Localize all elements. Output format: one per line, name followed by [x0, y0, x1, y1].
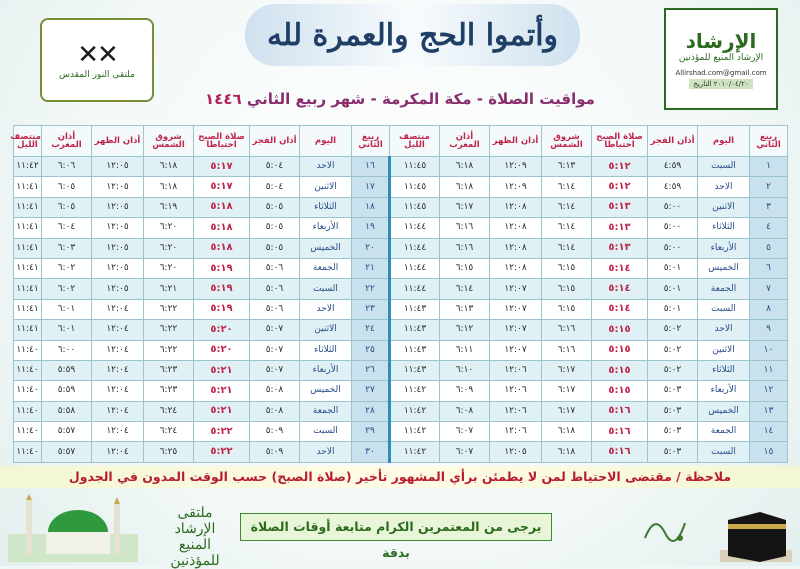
appeal-banner: يرجى من المعتمرين الكرام متابعة أوقات الصلاة بدقة: [240, 513, 552, 541]
day-number-cell: ٢٤: [352, 320, 390, 340]
fajr-cell: ٥:٠٨: [250, 381, 300, 401]
day-number-cell: ٣٠: [352, 442, 390, 463]
subh-cell: ٥:٢٢: [194, 422, 250, 442]
dhuhr-cell: ١٢:٠٤: [92, 340, 144, 360]
dhuhr-cell: ١٢:٠٩: [490, 157, 542, 177]
day-name-cell: الأربعاء: [300, 218, 352, 238]
maghrib-cell: ٥:٥٩: [42, 360, 92, 380]
kaaba-image: [720, 500, 792, 562]
dhuhr-cell: ١٢:٠٥: [92, 218, 144, 238]
shuruq-cell: ٦:٢٤: [144, 401, 194, 421]
day-name-cell: الاحد: [698, 320, 750, 340]
shuruq-cell: ٦:١٤: [542, 238, 592, 258]
day-name-cell: الجمعة: [300, 401, 352, 421]
day-number-cell: ١٤: [750, 422, 788, 442]
dhuhr-cell: ١٢:٠٦: [490, 381, 542, 401]
logo-left-caption: ملتقى النور المقدس: [59, 70, 135, 80]
subh-cell: ٥:١٨: [194, 218, 250, 238]
midnight-cell: ١١:٤١: [14, 197, 42, 217]
midnight-cell: ١١:٤٢: [390, 422, 440, 442]
day-name-cell: الثلاثاء: [300, 340, 352, 360]
dhuhr-cell: ١٢:٠٨: [490, 218, 542, 238]
day-name-cell: الاحد: [300, 157, 352, 177]
header-maghrib: أذان المغرب: [440, 126, 490, 157]
logo-mark: ✕✕: [77, 40, 117, 70]
day-name-cell: الثلاثاء: [698, 218, 750, 238]
subh-cell: ٥:١٨: [194, 238, 250, 258]
midnight-cell: ١١:٤٢: [14, 157, 42, 177]
subh-cell: ٥:١٣: [592, 197, 648, 217]
maghrib-cell: ٦:٠١: [42, 320, 92, 340]
subh-cell: ٥:٢١: [194, 381, 250, 401]
subh-cell: ٥:٢١: [194, 401, 250, 421]
shuruq-cell: ٦:١٧: [542, 401, 592, 421]
shuruq-cell: ٦:١٨: [144, 157, 194, 177]
subh-cell: ٥:١٦: [592, 401, 648, 421]
day-number-cell: ٦: [750, 258, 788, 278]
maghrib-cell: ٦:١٨: [440, 177, 490, 197]
midnight-cell: ١١:٤٠: [14, 422, 42, 442]
dhuhr-cell: ١٢:٠٦: [490, 422, 542, 442]
decorative-calligraphy-icon: [640, 508, 690, 548]
subh-cell: ٥:١٩: [194, 299, 250, 319]
maghrib-cell: ٦:١٣: [440, 299, 490, 319]
maghrib-cell: ٦:٠٢: [42, 279, 92, 299]
subh-cell: ٥:١٥: [592, 340, 648, 360]
day-number-cell: ٩: [750, 320, 788, 340]
shuruq-cell: ٦:١٨: [144, 177, 194, 197]
table-row: [14, 218, 788, 238]
fajr-cell: ٥:٠٩: [250, 422, 300, 442]
subh-cell: ٥:١٢: [592, 177, 648, 197]
shuruq-cell: ٦:١٨: [542, 442, 592, 463]
shuruq-cell: ٦:٢٥: [144, 442, 194, 463]
subh-cell: ٥:٢١: [194, 360, 250, 380]
day-name-cell: الخميس: [300, 381, 352, 401]
table-row: [14, 340, 788, 360]
header-fajr: أذان الفجر: [648, 126, 698, 157]
day-name-cell: الثلاثاء: [300, 197, 352, 217]
day-number-cell: ١٠: [750, 340, 788, 360]
fajr-cell: ٥:٠٢: [648, 360, 698, 380]
dhuhr-cell: ١٢:٠٤: [92, 442, 144, 463]
midnight-cell: ١١:٤٢: [390, 442, 440, 463]
maghrib-cell: ٦:٠٢: [42, 258, 92, 278]
table-row: [14, 381, 788, 401]
maghrib-cell: ٦:١٢: [440, 320, 490, 340]
midnight-cell: ١١:٤٣: [390, 340, 440, 360]
subh-cell: ٥:١٣: [592, 218, 648, 238]
dhuhr-cell: ١٢:٠٥: [92, 177, 144, 197]
dhuhr-cell: ١٢:٠٥: [92, 157, 144, 177]
table-row: [14, 401, 788, 421]
fajr-cell: ٥:٠٣: [648, 401, 698, 421]
fajr-cell: ٥:٠١: [648, 299, 698, 319]
fajr-cell: ٥:٠٩: [250, 442, 300, 463]
day-number-cell: ٤: [750, 218, 788, 238]
fajr-cell: ٥:٠٠: [648, 197, 698, 217]
table-row: [14, 299, 788, 319]
dhuhr-cell: ١٢:٠٥: [92, 197, 144, 217]
shuruq-cell: ٦:١٧: [542, 360, 592, 380]
day-name-cell: الجمعة: [698, 422, 750, 442]
ministry-logo-left: [40, 18, 154, 102]
header-midnight: منتصف الليل: [390, 126, 440, 157]
day-name-cell: الأربعاء: [698, 381, 750, 401]
quran-verse-banner: وأتموا الحج والعمرة لله: [245, 4, 580, 66]
maghrib-cell: ٥:٥٩: [42, 381, 92, 401]
midnight-cell: ١١:٤١: [14, 320, 42, 340]
fajr-cell: ٥:٠٤: [250, 157, 300, 177]
day-number-cell: ١٩: [352, 218, 390, 238]
fajr-cell: ٥:٠٢: [648, 340, 698, 360]
day-number-cell: ١١: [750, 360, 788, 380]
dhuhr-cell: ١٢:٠٧: [490, 299, 542, 319]
shuruq-cell: ٦:٢٢: [144, 340, 194, 360]
subh-cell: ٥:١٩: [194, 258, 250, 278]
title-text: مواقيت الصلاة - مكة المكرمة - شهر ربيع الثاني: [246, 90, 595, 108]
shuruq-cell: ٦:١٨: [542, 422, 592, 442]
subh-cell: ٥:١٢: [592, 157, 648, 177]
header-subh: صلاة الصبح احتياطا: [194, 126, 250, 157]
shuruq-cell: ٦:٢١: [144, 279, 194, 299]
day-name-cell: الاحد: [698, 177, 750, 197]
table-header-row: [14, 126, 788, 157]
dhuhr-cell: ١٢:٠٧: [490, 320, 542, 340]
dhuhr-cell: ١٢:٠٤: [92, 299, 144, 319]
maghrib-cell: ٦:٠٥: [42, 177, 92, 197]
maghrib-cell: ٥:٥٧: [42, 422, 92, 442]
maghrib-cell: ٦:٠٠: [42, 340, 92, 360]
dhuhr-cell: ١٢:٠٥: [490, 442, 542, 463]
fajr-cell: ٥:٠١: [648, 279, 698, 299]
fajr-cell: ٥:٠٣: [648, 442, 698, 463]
day-name-cell: الخميس: [698, 401, 750, 421]
header-day: اليوم: [300, 126, 352, 157]
day-name-cell: السبت: [300, 279, 352, 299]
subh-cell: ٥:٢٢: [194, 442, 250, 463]
table-row: [14, 177, 788, 197]
day-number-cell: ٥: [750, 238, 788, 258]
maghrib-cell: ٦:٠٥: [42, 197, 92, 217]
contact-email: Allirshad.com@gmail.com: [675, 69, 767, 77]
prayer-times-table: [10, 125, 788, 463]
maghrib-cell: ٦:١٨: [440, 157, 490, 177]
day-name-cell: الاثنين: [300, 320, 352, 340]
header-shuruq: شروق الشمس: [144, 126, 194, 157]
subh-cell: ٥:١٥: [592, 360, 648, 380]
shuruq-cell: ٦:٢٠: [144, 218, 194, 238]
dhuhr-cell: ١٢:٠٨: [490, 238, 542, 258]
day-name-cell: الاثنين: [300, 177, 352, 197]
day-number-cell: ١: [750, 157, 788, 177]
shuruq-cell: ٦:١٩: [144, 197, 194, 217]
midnight-cell: ١١:٤٤: [390, 279, 440, 299]
dhuhr-cell: ١٢:٠٧: [490, 279, 542, 299]
subh-cell: ٥:١٣: [592, 238, 648, 258]
midnight-cell: ١١:٤٣: [390, 320, 440, 340]
table-row: [14, 360, 788, 380]
shuruq-cell: ٦:٢٣: [144, 360, 194, 380]
dhuhr-cell: ١٢:٠٤: [92, 320, 144, 340]
subh-cell: ٥:١٨: [194, 197, 250, 217]
dhuhr-cell: ١٢:٠٩: [490, 177, 542, 197]
dhuhr-cell: ١٢:٠٧: [490, 340, 542, 360]
header-subh: صلاة الصبح احتياطا: [592, 126, 648, 157]
day-name-cell: الجمعة: [698, 279, 750, 299]
day-number-cell: ٢: [750, 177, 788, 197]
day-name-cell: الخميس: [698, 258, 750, 278]
fajr-cell: ٥:٠٥: [250, 218, 300, 238]
fajr-cell: ٥:٠٧: [250, 320, 300, 340]
dhuhr-cell: ١٢:٠٥: [92, 238, 144, 258]
midnight-cell: ١١:٤١: [14, 238, 42, 258]
table-row: [14, 157, 788, 177]
maghrib-cell: ٦:١٦: [440, 238, 490, 258]
footer-calligraphy: ملتقى الإرشاد المنيع للمؤذنين: [170, 505, 220, 569]
midnight-cell: ١١:٤٤: [390, 258, 440, 278]
dhuhr-cell: ١٢:٠٤: [92, 360, 144, 380]
midnight-cell: ١١:٤٠: [14, 360, 42, 380]
day-number-cell: ١٧: [352, 177, 390, 197]
fajr-cell: ٤:٥٩: [648, 177, 698, 197]
shuruq-cell: ٦:١٦: [542, 320, 592, 340]
maghrib-cell: ٦:٠٩: [440, 381, 490, 401]
fajr-cell: ٥:٠١: [648, 258, 698, 278]
midnight-cell: ١١:٤٠: [14, 340, 42, 360]
header-day-num: ربيع الثاني: [750, 126, 788, 157]
day-name-cell: السبت: [698, 157, 750, 177]
day-number-cell: ٢٦: [352, 360, 390, 380]
dhuhr-cell: ١٢:٠٦: [490, 360, 542, 380]
fajr-cell: ٥:٠٦: [250, 299, 300, 319]
dhuhr-cell: ١٢:٠٨: [490, 258, 542, 278]
subh-cell: ٥:١٦: [592, 422, 648, 442]
subh-cell: ٥:١٤: [592, 299, 648, 319]
header-day-num: ربيع الثاني: [352, 126, 390, 157]
day-name-cell: الثلاثاء: [698, 360, 750, 380]
day-name-cell: الخميس: [300, 238, 352, 258]
issue-date: ٢٠١٠/٠٤/٢٠ التاريخ: [689, 79, 752, 89]
fajr-cell: ٥:٠٥: [250, 197, 300, 217]
fajr-cell: ٥:٠٤: [250, 177, 300, 197]
shuruq-cell: ٦:٢٣: [144, 381, 194, 401]
midnight-cell: ١١:٤٠: [14, 401, 42, 421]
midnight-cell: ١١:٤٤: [390, 238, 440, 258]
day-number-cell: ٣: [750, 197, 788, 217]
shuruq-cell: ٦:٢٢: [144, 299, 194, 319]
maghrib-cell: ٦:١٠: [440, 360, 490, 380]
subh-cell: ٥:١٤: [592, 258, 648, 278]
midnight-cell: ١١:٤٢: [390, 381, 440, 401]
table-row: [14, 442, 788, 463]
midnight-cell: ١١:٤١: [14, 218, 42, 238]
day-number-cell: ٢٠: [352, 238, 390, 258]
logo-right-title: الإرشاد: [685, 29, 757, 53]
day-number-cell: ١٥: [750, 442, 788, 463]
day-number-cell: ٢٥: [352, 340, 390, 360]
dhuhr-cell: ١٢:٠٤: [92, 381, 144, 401]
subh-cell: ٥:٢٠: [194, 320, 250, 340]
table-row: [14, 422, 788, 442]
day-number-cell: ٢١: [352, 258, 390, 278]
subh-cell: ٥:١٥: [592, 320, 648, 340]
subh-cell: ٥:٢٠: [194, 340, 250, 360]
table-body: [14, 157, 788, 463]
maghrib-cell: ٦:١٤: [440, 279, 490, 299]
subh-cell: ٥:١٩: [194, 279, 250, 299]
maghrib-cell: ٦:٠٨: [440, 401, 490, 421]
shuruq-cell: ٦:٢٠: [144, 258, 194, 278]
fajr-cell: ٥:٠٥: [250, 238, 300, 258]
midnight-cell: ١١:٤٣: [390, 299, 440, 319]
day-number-cell: ١٢: [750, 381, 788, 401]
day-number-cell: ٢٨: [352, 401, 390, 421]
subh-cell: ٥:١٦: [592, 442, 648, 463]
header-maghrib: أذان المغرب: [42, 126, 92, 157]
subh-cell: ٥:١٧: [194, 157, 250, 177]
shuruq-cell: ٦:١٤: [542, 197, 592, 217]
fajr-cell: ٥:٠٧: [250, 340, 300, 360]
day-number-cell: ٢٢: [352, 279, 390, 299]
day-number-cell: ١٣: [750, 401, 788, 421]
table-row: [14, 258, 788, 278]
day-number-cell: ٢٧: [352, 381, 390, 401]
midnight-cell: ١١:٤٤: [390, 218, 440, 238]
table-row: [14, 279, 788, 299]
maghrib-cell: ٦:١٥: [440, 258, 490, 278]
fajr-cell: ٥:٠٧: [250, 360, 300, 380]
table-row: [14, 238, 788, 258]
logo-right-subtitle: الإرشاد المنيع للمؤذنين: [678, 53, 764, 63]
shuruq-cell: ٦:٢٢: [144, 320, 194, 340]
table-row: [14, 197, 788, 217]
header-dhuhr: أذان الظهر: [490, 126, 542, 157]
fajr-cell: ٥:٠٢: [648, 320, 698, 340]
day-number-cell: ١٦: [352, 157, 390, 177]
day-number-cell: ٢٩: [352, 422, 390, 442]
prophet-mosque-image: [8, 494, 138, 562]
midnight-cell: ١١:٤٥: [390, 157, 440, 177]
maghrib-cell: ٦:١٦: [440, 218, 490, 238]
header-fajr: أذان الفجر: [250, 126, 300, 157]
day-name-cell: الاحد: [300, 299, 352, 319]
day-name-cell: الأربعاء: [300, 360, 352, 380]
dhuhr-cell: ١٢:٠٥: [92, 279, 144, 299]
midnight-cell: ١١:٤١: [14, 299, 42, 319]
day-name-cell: الجمعة: [300, 258, 352, 278]
day-number-cell: ١٨: [352, 197, 390, 217]
day-name-cell: الاثنين: [698, 340, 750, 360]
day-name-cell: السبت: [698, 299, 750, 319]
shuruq-cell: ٦:١٣: [542, 157, 592, 177]
day-number-cell: ٧: [750, 279, 788, 299]
shuruq-cell: ٦:١٦: [542, 340, 592, 360]
page-title: [185, 90, 615, 108]
header-dhuhr: أذان الظهر: [92, 126, 144, 157]
shuruq-cell: ٦:٢٠: [144, 238, 194, 258]
midnight-cell: ١١:٤٠: [14, 381, 42, 401]
dhuhr-cell: ١٢:٠٤: [92, 422, 144, 442]
shuruq-cell: ٦:١٥: [542, 258, 592, 278]
dhuhr-cell: ١٢:٠٦: [490, 401, 542, 421]
midnight-cell: ١١:٤٥: [390, 197, 440, 217]
fajr-cell: ٥:٠٣: [648, 422, 698, 442]
day-name-cell: الاحد: [300, 442, 352, 463]
dhuhr-cell: ١٢:٠٨: [490, 197, 542, 217]
header-day: اليوم: [698, 126, 750, 157]
shuruq-cell: ٦:١٧: [542, 381, 592, 401]
shuruq-cell: ٦:١٤: [542, 177, 592, 197]
header-midnight: منتصف الليل: [14, 126, 42, 157]
dhuhr-cell: ١٢:٠٥: [92, 258, 144, 278]
subh-cell: ٥:١٥: [592, 381, 648, 401]
maghrib-cell: ٦:٠١: [42, 299, 92, 319]
midnight-cell: ١١:٤٠: [14, 442, 42, 463]
fajr-cell: ٥:٠٦: [250, 258, 300, 278]
day-name-cell: الاثنين: [698, 197, 750, 217]
subh-cell: ٥:١٤: [592, 279, 648, 299]
midnight-cell: ١١:٤١: [14, 177, 42, 197]
maghrib-cell: ٦:٠٣: [42, 238, 92, 258]
midnight-cell: ١١:٤١: [14, 258, 42, 278]
maghrib-cell: ٥:٥٧: [42, 442, 92, 463]
maghrib-cell: ٦:٠٧: [440, 442, 490, 463]
midnight-cell: ١١:٤٥: [390, 177, 440, 197]
midnight-cell: ١١:٤٣: [390, 360, 440, 380]
fajr-cell: ٥:٠٣: [648, 381, 698, 401]
table-row: [14, 320, 788, 340]
fajr-cell: ٥:٠٨: [250, 401, 300, 421]
subh-cell: ٥:١٧: [194, 177, 250, 197]
maghrib-cell: ٦:١٧: [440, 197, 490, 217]
maghrib-cell: ٦:٠٧: [440, 422, 490, 442]
day-name-cell: الأربعاء: [698, 238, 750, 258]
maghrib-cell: ٦:٠٤: [42, 218, 92, 238]
day-number-cell: ٨: [750, 299, 788, 319]
midnight-cell: ١١:٤٢: [390, 401, 440, 421]
day-name-cell: السبت: [698, 442, 750, 463]
day-number-cell: ٢٣: [352, 299, 390, 319]
dhuhr-cell: ١٢:٠٤: [92, 401, 144, 421]
fajr-cell: ٥:٠٦: [250, 279, 300, 299]
hijri-year: ١٤٤٦: [205, 90, 242, 108]
day-name-cell: السبت: [300, 422, 352, 442]
precaution-note: ملاحظة / مقتضى الاحتياط لمن لا يطمئن برأي المشهور تأخير (صلاة الصبح) حسب الوقت المدون في الجدول: [0, 466, 800, 488]
maghrib-cell: ٦:١١: [440, 340, 490, 360]
midnight-cell: ١١:٤١: [14, 279, 42, 299]
header-shuruq: شروق الشمس: [542, 126, 592, 157]
shuruq-cell: ٦:١٤: [542, 218, 592, 238]
fajr-cell: ٥:٠٠: [648, 238, 698, 258]
maghrib-cell: ٥:٥٨: [42, 401, 92, 421]
shuruq-cell: ٦:٢٤: [144, 422, 194, 442]
fajr-cell: ٥:٠٠: [648, 218, 698, 238]
shuruq-cell: ٦:١٥: [542, 299, 592, 319]
shuruq-cell: ٦:١٥: [542, 279, 592, 299]
irshad-logo-right: [664, 8, 778, 110]
maghrib-cell: ٦:٠٦: [42, 157, 92, 177]
fajr-cell: ٤:٥٩: [648, 157, 698, 177]
